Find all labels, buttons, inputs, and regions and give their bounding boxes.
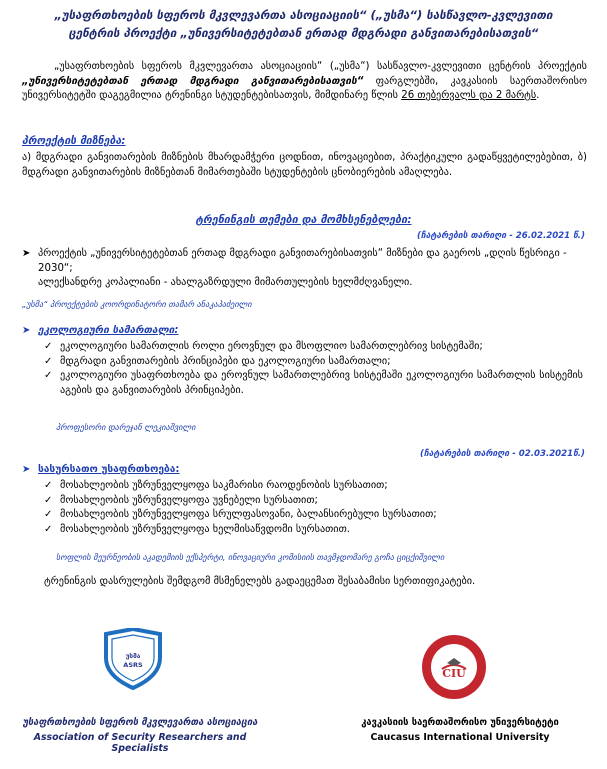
asrs-name-en: Association of Security Researchers and Specialists bbox=[33, 732, 247, 754]
asrs-logo-text: უსმა bbox=[125, 652, 141, 660]
list-item bbox=[44, 355, 583, 370]
eco-item-1: ეკოლოგიური სამართლის როლი ეროვნულ და მსოფლიო სამართლებრივ სისტემაში; bbox=[60, 341, 483, 352]
list-item bbox=[44, 479, 583, 494]
intro-text-2: ფარგლებში, კავკასიის საერთაშორისო უნივერსიტეტში დაგეგმილია ტრენინგი სტუდენტებისათვის, მიმდინარე წლის bbox=[22, 75, 587, 101]
goals-heading: პროექტის მიზნება: bbox=[22, 135, 126, 147]
check-icon: ✓ bbox=[44, 480, 53, 491]
svg-text:CIU: CIU bbox=[442, 667, 466, 680]
eco-heading: ეკოლოგიური სამართალი: bbox=[38, 325, 179, 336]
check-icon: ✓ bbox=[44, 494, 53, 506]
asrs-shield-logo bbox=[100, 628, 166, 690]
ciu-name-ka: კავკასიის საერთაშორისო უნივერსიტეტი bbox=[361, 717, 559, 728]
food-item-2: მოსახლეობის უზრუნველყოფა უვნებელი სურსათით; bbox=[60, 494, 318, 506]
food-heading-row bbox=[22, 463, 587, 478]
arrow-bullet-icon: ➤ bbox=[22, 248, 31, 259]
eco-list bbox=[44, 340, 583, 398]
list-item bbox=[44, 523, 583, 538]
food-item-3: მოსახლეობის უზრუნველყოფა სრულფასოვანი, ბალანსირებული სურსათით; bbox=[60, 509, 437, 520]
eco-item-2: მდგრადი განვითარების პრინციპები და ეკოლოგიური სამართალი; bbox=[60, 355, 391, 367]
title-line-1: „უსაფრთხოების სფეროს მკვლევართა ასოციაციის“ („უსმა“) სასწავლო-კვლევითი bbox=[54, 8, 553, 22]
check-icon: ✓ bbox=[44, 341, 53, 352]
session-1-date: (ჩატარების თარიღი - 26.02.2021 წ.) bbox=[416, 231, 585, 241]
intro-paragraph bbox=[22, 60, 587, 104]
intro-project-name: „უნივერსიტეტებთან ერთად მდგრადი განვითარებისათვის“ bbox=[22, 75, 364, 87]
list-item bbox=[44, 508, 583, 523]
check-icon: ✓ bbox=[44, 509, 53, 520]
eco-speaker: პროფესორი დარეჯან ლეკიაშვილი bbox=[56, 422, 196, 432]
arrow-bullet-icon: ➤ bbox=[22, 464, 31, 475]
ciu-seal-logo bbox=[420, 633, 488, 701]
ciu-name-en: Caucasus International University bbox=[370, 732, 550, 743]
check-icon: ✓ bbox=[44, 523, 53, 535]
asrs-logo-sub: ASRS bbox=[123, 661, 143, 669]
food-item-4: მოსახლეობის უზრუნველყოფა ხელმისაწვდომი სურსათით. bbox=[60, 523, 350, 535]
check-icon: ✓ bbox=[44, 370, 53, 381]
eco-heading-row bbox=[22, 324, 587, 339]
session-2-date: (ჩატარების თარიღი - 02.03.2021წ.) bbox=[419, 449, 585, 459]
food-list bbox=[44, 479, 583, 537]
intro-text-1: „უსაფრთხოების სფეროს მკვლევართა ასოციაციის“ („უსმა“) სასწავლო-კვლევითი ცენტრის პროექტის bbox=[54, 61, 587, 72]
list-item bbox=[44, 369, 583, 398]
session-1-coordinator-note: „უსმა“ პროექტების კოორდინატორი თამარ ანაკაპაძეილი bbox=[22, 299, 252, 309]
session-1-topic-text: პროექტის „უნივერსიტეტებთან ერთად მდგრადი განვითარებისათვის“ მიზნები და გაეროს „დღის წესრიგი - 2030“; bbox=[38, 248, 567, 274]
closing-text: ტრენინგის დასრულების შემდგომ მსმენელებს გადაეცემათ შესაბამისი სერთიფიკატები. bbox=[44, 576, 476, 587]
intro-end: . bbox=[536, 90, 540, 101]
arrow-bullet-icon: ➤ bbox=[22, 325, 31, 336]
session-1-topic bbox=[22, 247, 587, 291]
food-item-1: მოსახლეობის უზრუნველყოფა საკმარისი რაოდენობის სურსათით; bbox=[60, 480, 388, 491]
title-line-2: ცენტრის პროექტი „უნივერსიტეტებთან ერთად მდგრადი განვითარებისათვის“ bbox=[68, 26, 539, 40]
list-item bbox=[44, 494, 583, 509]
list-item bbox=[44, 340, 583, 355]
session-1-speaker: ალექსანდრე კოპალიანი - ახალგაზრდული მიმართულების ხელმძღვანელი. bbox=[38, 277, 413, 288]
eco-item-3: ეკოლოგიური უსაფრთხოება და ეროვნულ სამართლებრივ სისტემაში ეკოლოგიური სამართლის სისტემის აგების და განვითარების პრინციპები. bbox=[60, 370, 583, 396]
food-speaker: სოფლის მეურნეობის აკადემიის ექსპერტი, ინოვაციური კომისიის თავმჯდომარე გოჩა ციცქიშვილი bbox=[56, 552, 445, 562]
goals-text: ა) მდგრადი განვითარების მიზნების მხარდამჭერი ცოდნით, ინოვაციებით, პრაქტიკული გადაწყვეტილებებით, ბ) მდგრადი განვითარების მიზნებთან მიმართებაში სტუდენტების ცნობიერების ამაღლება. bbox=[22, 152, 587, 178]
intro-dates: 26 თებერვალს და 2 მარტს bbox=[401, 90, 537, 101]
topics-heading: ტრენინგის თემები და მომხსენებლები: bbox=[195, 213, 412, 226]
check-icon: ✓ bbox=[44, 355, 53, 367]
page-title bbox=[16, 6, 591, 42]
food-heading: სასურსათო უსაფრთხოება: bbox=[38, 464, 180, 475]
asrs-name-ka: უსაფრთხოების სფეროს მკვლევართა ასოციაცია bbox=[22, 717, 258, 728]
